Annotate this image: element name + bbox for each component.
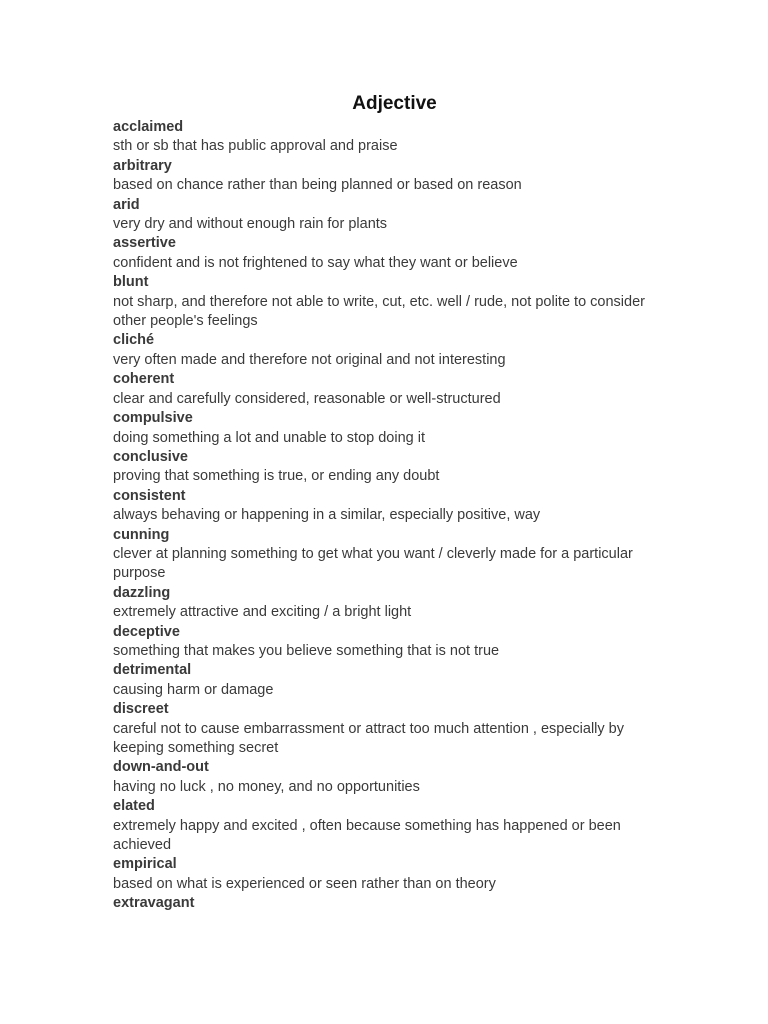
- vocabulary-entry: [113, 584, 673, 623]
- vocabulary-entry: [113, 487, 673, 526]
- entry-definition: having no luck , no money, and no opportunities: [113, 778, 420, 795]
- vocabulary-entry: [113, 797, 673, 855]
- entry-term: compulsive: [113, 410, 193, 427]
- entry-definition: proving that something is true, or ending any doubt: [113, 468, 440, 485]
- vocabulary-entry: [113, 700, 673, 758]
- entry-definition: extremely attractive and exciting / a bright light: [113, 604, 412, 621]
- vocabulary-entry: [113, 157, 673, 196]
- entry-term: detrimental: [113, 662, 192, 679]
- vocabulary-entry: [113, 661, 673, 700]
- entry-definition: careful not to cause embarrassment or attract too much attention , especially by keeping something secret: [113, 720, 624, 756]
- vocabulary-entry: [113, 526, 673, 584]
- vocabulary-entry: [113, 758, 673, 797]
- entry-definition: something that makes you believe something that is not true: [113, 642, 500, 659]
- entry-definition: based on chance rather than being planned or based on reason: [113, 177, 522, 194]
- entry-term: conclusive: [113, 448, 188, 465]
- entry-definition: based on what is experienced or seen rather than on theory: [113, 875, 496, 892]
- entry-term: coherent: [113, 371, 175, 388]
- entry-term: dazzling: [113, 584, 171, 601]
- entry-definition: very often made and therefore not original and not interesting: [113, 351, 506, 368]
- entry-term: blunt: [113, 274, 149, 291]
- vocabulary-entry: [113, 234, 673, 273]
- vocabulary-entry: [113, 118, 673, 157]
- vocabulary-entry: [113, 855, 673, 894]
- vocabulary-entry: [113, 623, 673, 662]
- entry-definition: extremely happy and excited , often because something has happened or been achieved: [113, 817, 621, 854]
- vocabulary-entry: [113, 273, 673, 331]
- entry-term: down-and-out: [113, 759, 209, 776]
- vocabulary-entry: [113, 448, 673, 487]
- entry-definition: clever at planning something to get what you want / cleverly made for a particular purpose: [113, 545, 633, 582]
- vocabulary-entry: [113, 409, 673, 448]
- entry-term: extravagant: [113, 895, 195, 912]
- vocabulary-entry: [113, 894, 673, 913]
- entry-definition: sth or sb that has public approval and praise: [113, 138, 398, 155]
- entry-term: consistent: [113, 487, 186, 504]
- entry-term: arid: [113, 196, 140, 213]
- entry-definition: always behaving or happening in a similar, especially positive, way: [113, 507, 541, 524]
- vocabulary-list: [113, 118, 673, 914]
- entry-definition: clear and carefully considered, reasonable or well-structured: [113, 390, 501, 407]
- entry-term: assertive: [113, 235, 176, 252]
- entry-term: cunning: [113, 526, 170, 543]
- entry-definition: doing something a lot and unable to stop doing it: [113, 429, 425, 446]
- page-title: Adjective: [352, 93, 437, 114]
- entry-term: discreet: [113, 701, 169, 718]
- entry-term: deceptive: [113, 623, 180, 640]
- vocabulary-entry: [113, 331, 673, 370]
- vocabulary-entry: [113, 196, 673, 235]
- entry-definition: confident and is not frightened to say what they want or believe: [113, 254, 518, 271]
- document-page: [113, 92, 673, 914]
- entry-definition: causing harm or damage: [113, 681, 274, 698]
- entry-term: elated: [113, 798, 155, 815]
- entry-term: cliché: [113, 332, 155, 349]
- entry-term: arbitrary: [113, 157, 172, 174]
- vocabulary-entry: [113, 370, 673, 409]
- entry-definition: very dry and without enough rain for plants: [113, 216, 388, 233]
- entry-definition: not sharp, and therefore not able to write, cut, etc. well / rude, not polite to consider other people's feelings: [113, 293, 645, 330]
- entry-term: acclaimed: [113, 119, 184, 135]
- entry-term: empirical: [113, 856, 177, 873]
